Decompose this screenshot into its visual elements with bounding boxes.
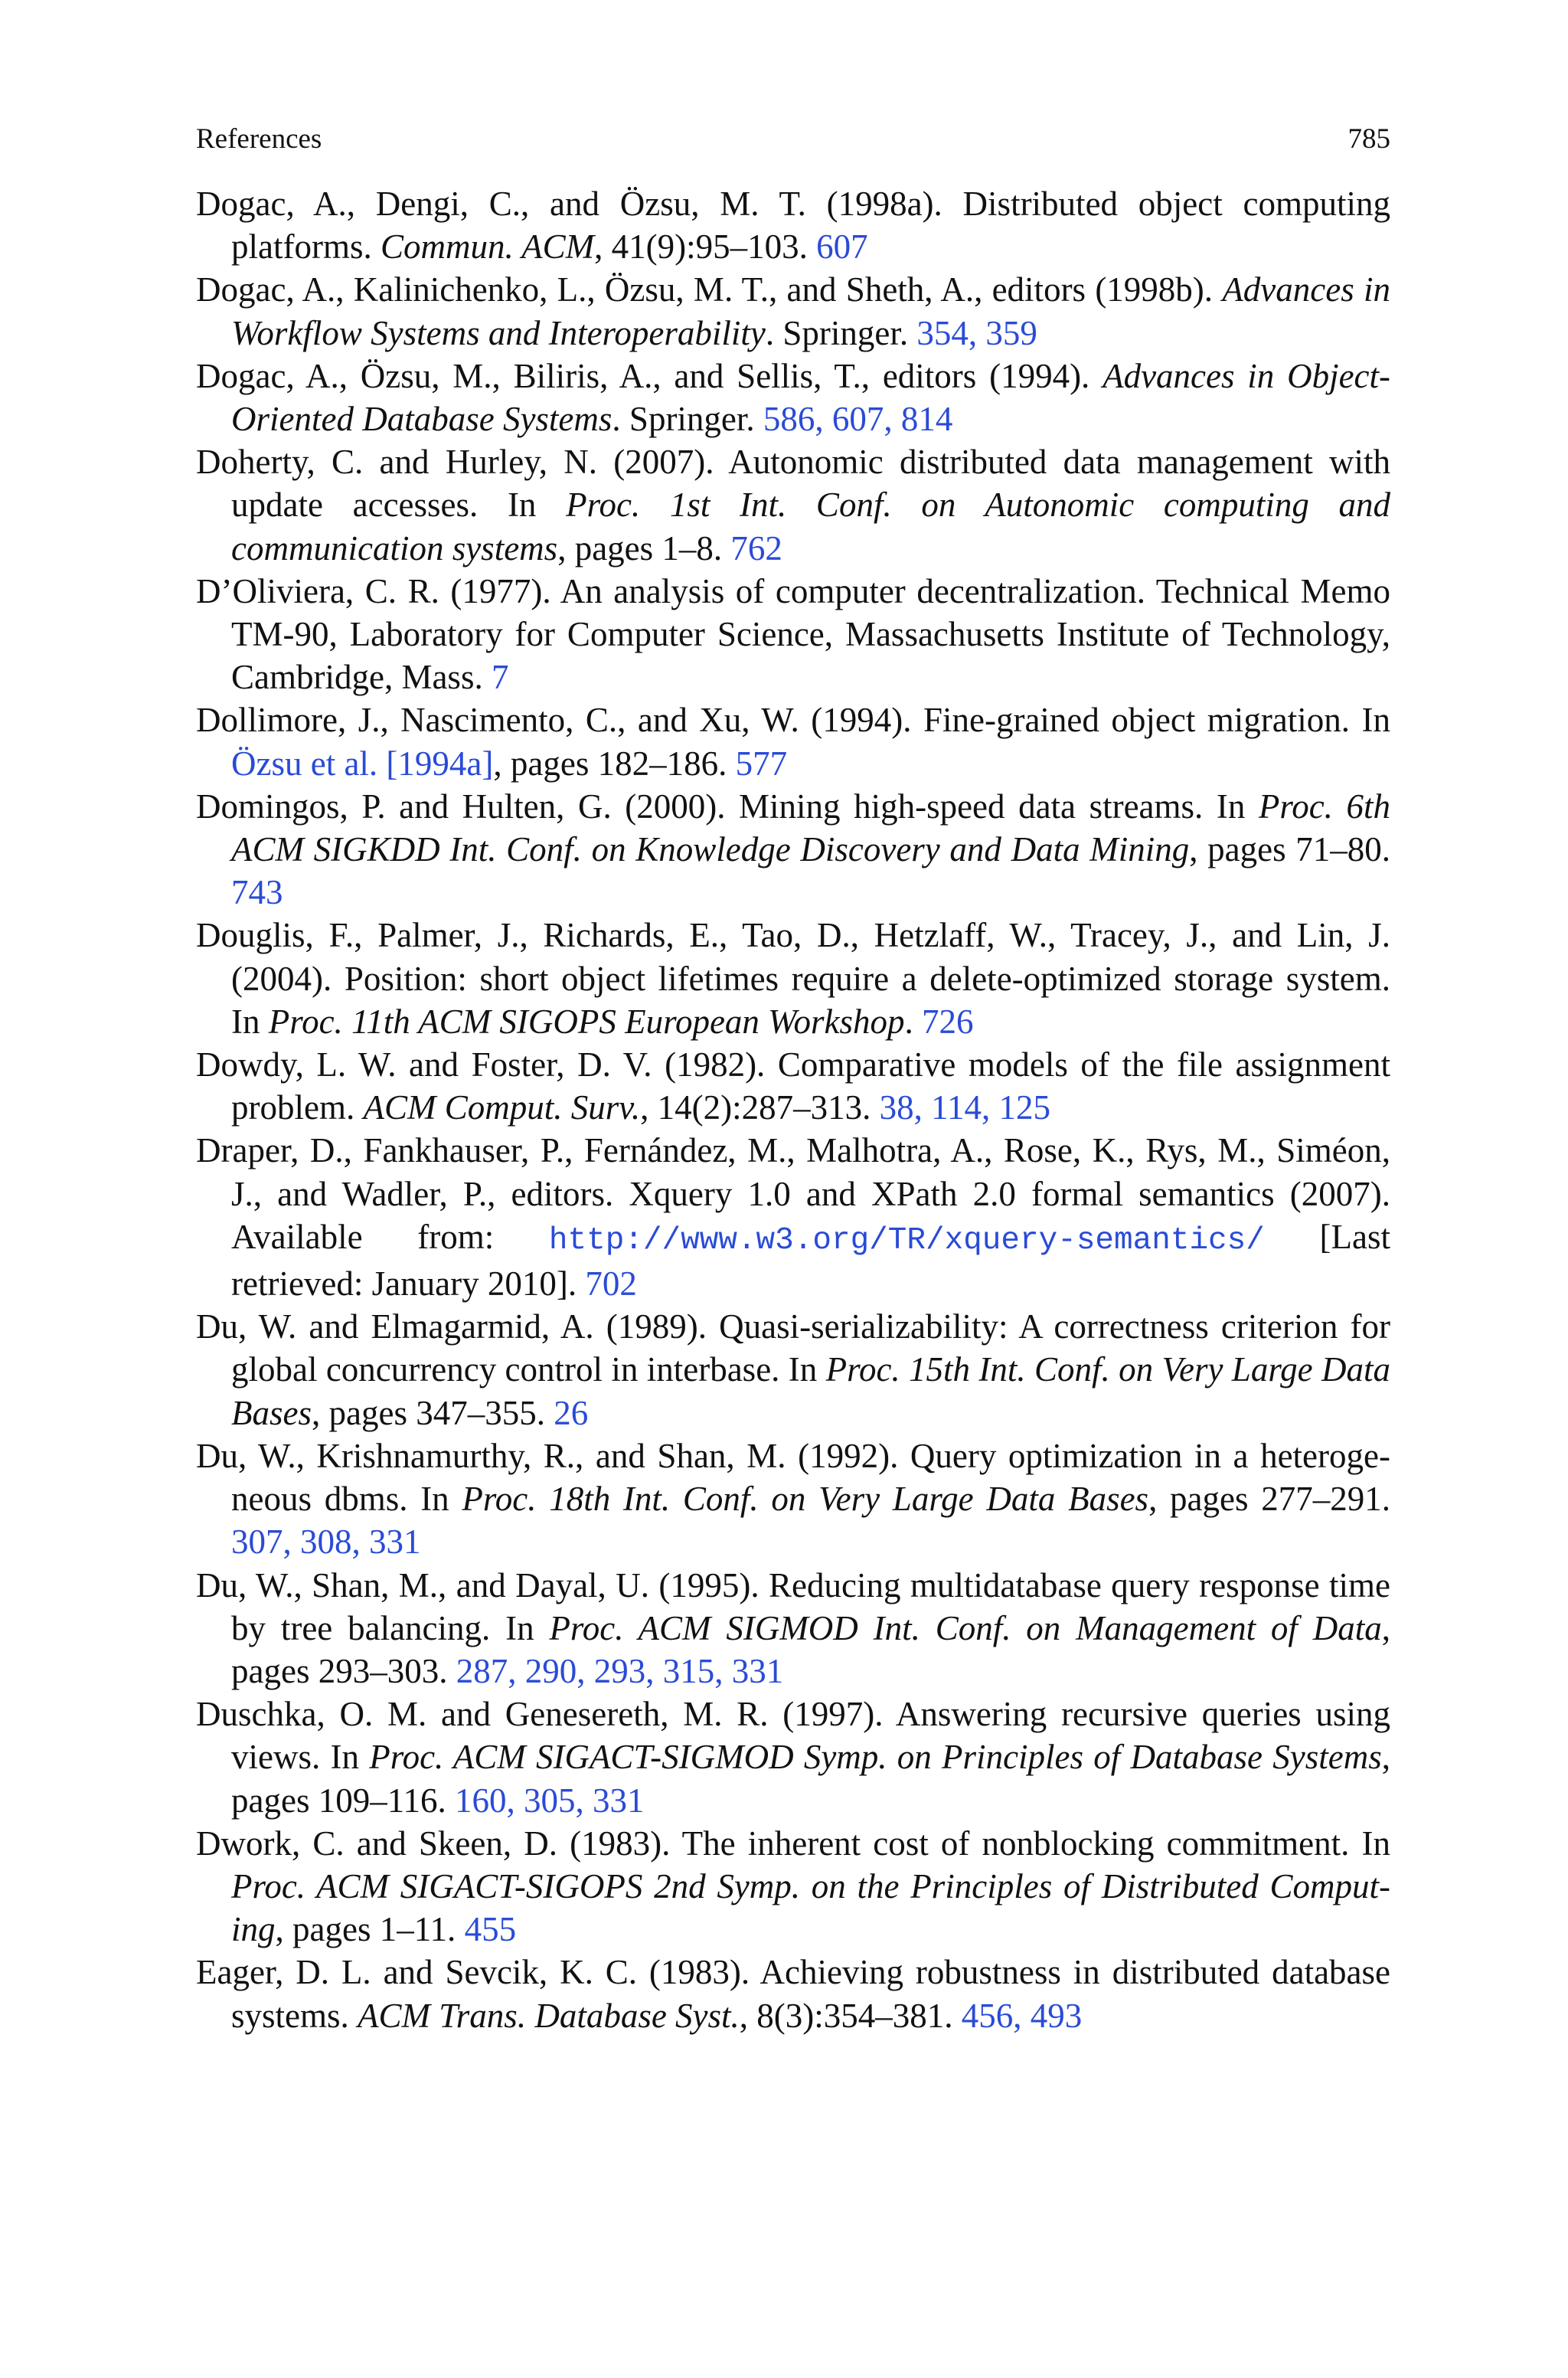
backref-link[interactable]: 702 <box>585 1264 637 1303</box>
section-title: References <box>196 123 322 155</box>
backref-link[interactable]: 354, 359 <box>916 313 1037 352</box>
url-link[interactable]: http://www.w3.org/TR/xquery-semantics/ <box>548 1222 1265 1258</box>
reference-entry: Dogac, A., Özsu, M., Biliris, A., and Sellis, T., editors (1994). Advances in Object-Oriented Database Systems. Springer. 586, 607, 814 <box>196 356 1391 439</box>
reference-entry: Dogac, A., Dengi, C., and Özsu, M. T. (1998a). Distributed object computing platforms. Commun. ACM, 41(9):95–103. 607 <box>196 185 1390 267</box>
backref-link[interactable]: 38, 114, 125 <box>879 1088 1050 1127</box>
reference-list <box>196 182 1390 2037</box>
citation-link[interactable]: Özsu et al. [1994a] <box>231 744 494 783</box>
backref-link[interactable]: 455 <box>464 1910 517 1949</box>
reference-page <box>196 123 1390 2037</box>
backref-link[interactable]: 743 <box>231 873 283 912</box>
backref-link[interactable]: 307, 308, 331 <box>231 1523 421 1562</box>
backref-link[interactable]: 586, 607, 814 <box>763 400 953 439</box>
reference-entry: Du, W., Shan, M., and Dayal, U. (1995). Reducing multidatabase query response time by tree balancing. In Proc. ACM SIGMOD Int. Conf. on Management of Data, pages 293–303. 287, 290, 293, 315, 331 <box>196 1565 1390 1690</box>
reference-entry: Dollimore, J., Nascimento, C., and Xu, W. (1994). Fine-grained object migration. In Özsu et al. [1994a], pages 182–186. 577 <box>196 701 1390 783</box>
reference-entry: Draper, D., Fankhauser, P., Fernández, M., Malhotra, A., Rose, K., Rys, M., Siméon, J., and Wadler, P., editors. Xquery 1.0 and XPath 2.0 formal semantics (2007). Available from: http://www.w3.org/TR/xquery-semantics/ [Last retrieved: January 2010]. 702 <box>196 1131 1390 1303</box>
reference-entry: Dwork, C. and Skeen, D. (1983). The inherent cost of nonblocking commitment. In Proc. ACM SIGACT-SIGOPS 2nd Symp. on the Principles of Distributed Computing, pages 1–11. 455 <box>196 1824 1390 1949</box>
reference-entry: D’Oliviera, C. R. (1977). An analysis of computer decentralization. Technical Memo TM-90, Laboratory for Computer Science, Massachusetts Institute of Technology, Cambridge, Mass. 7 <box>196 571 1390 697</box>
reference-entry: Du, W. and Elmagarmid, A. (1989). Quasi-serializability: A correctness criterion for global concurrency control in interbase. In Proc. 15th Int. Conf. on Very Large Data Bases, pages 347–355. 26 <box>196 1307 1390 1432</box>
backref-link[interactable]: 726 <box>922 1002 974 1041</box>
reference-entry: Eager, D. L. and Sevcik, K. C. (1983). Achieving robustness in distributed database systems. ACM Trans. Database Syst., 8(3):354–381. 456, 493 <box>196 1953 1390 2035</box>
reference-entry: Duschka, O. M. and Genesereth, M. R. (1997). Answering recursive queries using views. In Proc. ACM SIGACT-SIGMOD Symp. on Principles of Database Systems, pages 109–116. 160, 305, 331 <box>196 1695 1390 1820</box>
backref-link[interactable]: 607 <box>816 227 868 267</box>
backref-link[interactable]: 456, 493 <box>961 1996 1083 2035</box>
reference-entry: Doherty, C. and Hurley, N. (2007). Autonomic distributed data management with update accesses. In Proc. 1st Int. Conf. on Autonomic computing and communication systems, pages 1–8. 762 <box>196 443 1391 568</box>
page-number: 785 <box>1348 123 1390 155</box>
running-head <box>196 123 1390 156</box>
backref-link[interactable]: 26 <box>554 1393 589 1432</box>
backref-link[interactable]: 762 <box>730 528 782 568</box>
backref-link[interactable]: 160, 305, 331 <box>455 1781 645 1820</box>
reference-entry: Douglis, F., Palmer, J., Richards, E., Tao, D., Hetzlaff, W., Tracey, J., and Lin, J. (2004). Position: short object lifetimes require a delete-optimized storage system. In Proc. 11th ACM SIGOPS European Workshop. 726 <box>196 916 1390 1041</box>
backref-link[interactable]: 7 <box>491 658 509 697</box>
reference-entry: Dowdy, L. W. and Foster, D. V. (1982). Comparative models of the file assignment problem. ACM Comput. Surv., 14(2):287–313. 38, 114, 125 <box>196 1045 1390 1127</box>
reference-entry: Dogac, A., Kalinichenko, L., Özsu, M. T., and Sheth, A., editors (1998b). Advances in Workflow Systems and Interoperability. Springer. 354, 359 <box>196 270 1390 352</box>
reference-entry: Domingos, P. and Hulten, G. (2000). Mining high-speed data streams. In Proc. 6th ACM SIGKDD Int. Conf. on Knowledge Discovery and Data Mining, pages 71–80. 743 <box>196 787 1390 912</box>
reference-entry: Du, W., Krishnamurthy, R., and Shan, M. (1992). Query optimization in a heterogeneous dbms. In Proc. 18th Int. Conf. on Very Large Data Bases, pages 277–291. 307, 308, 331 <box>196 1436 1390 1562</box>
backref-link[interactable]: 287, 290, 293, 315, 331 <box>456 1651 784 1690</box>
backref-link[interactable]: 577 <box>735 744 788 783</box>
